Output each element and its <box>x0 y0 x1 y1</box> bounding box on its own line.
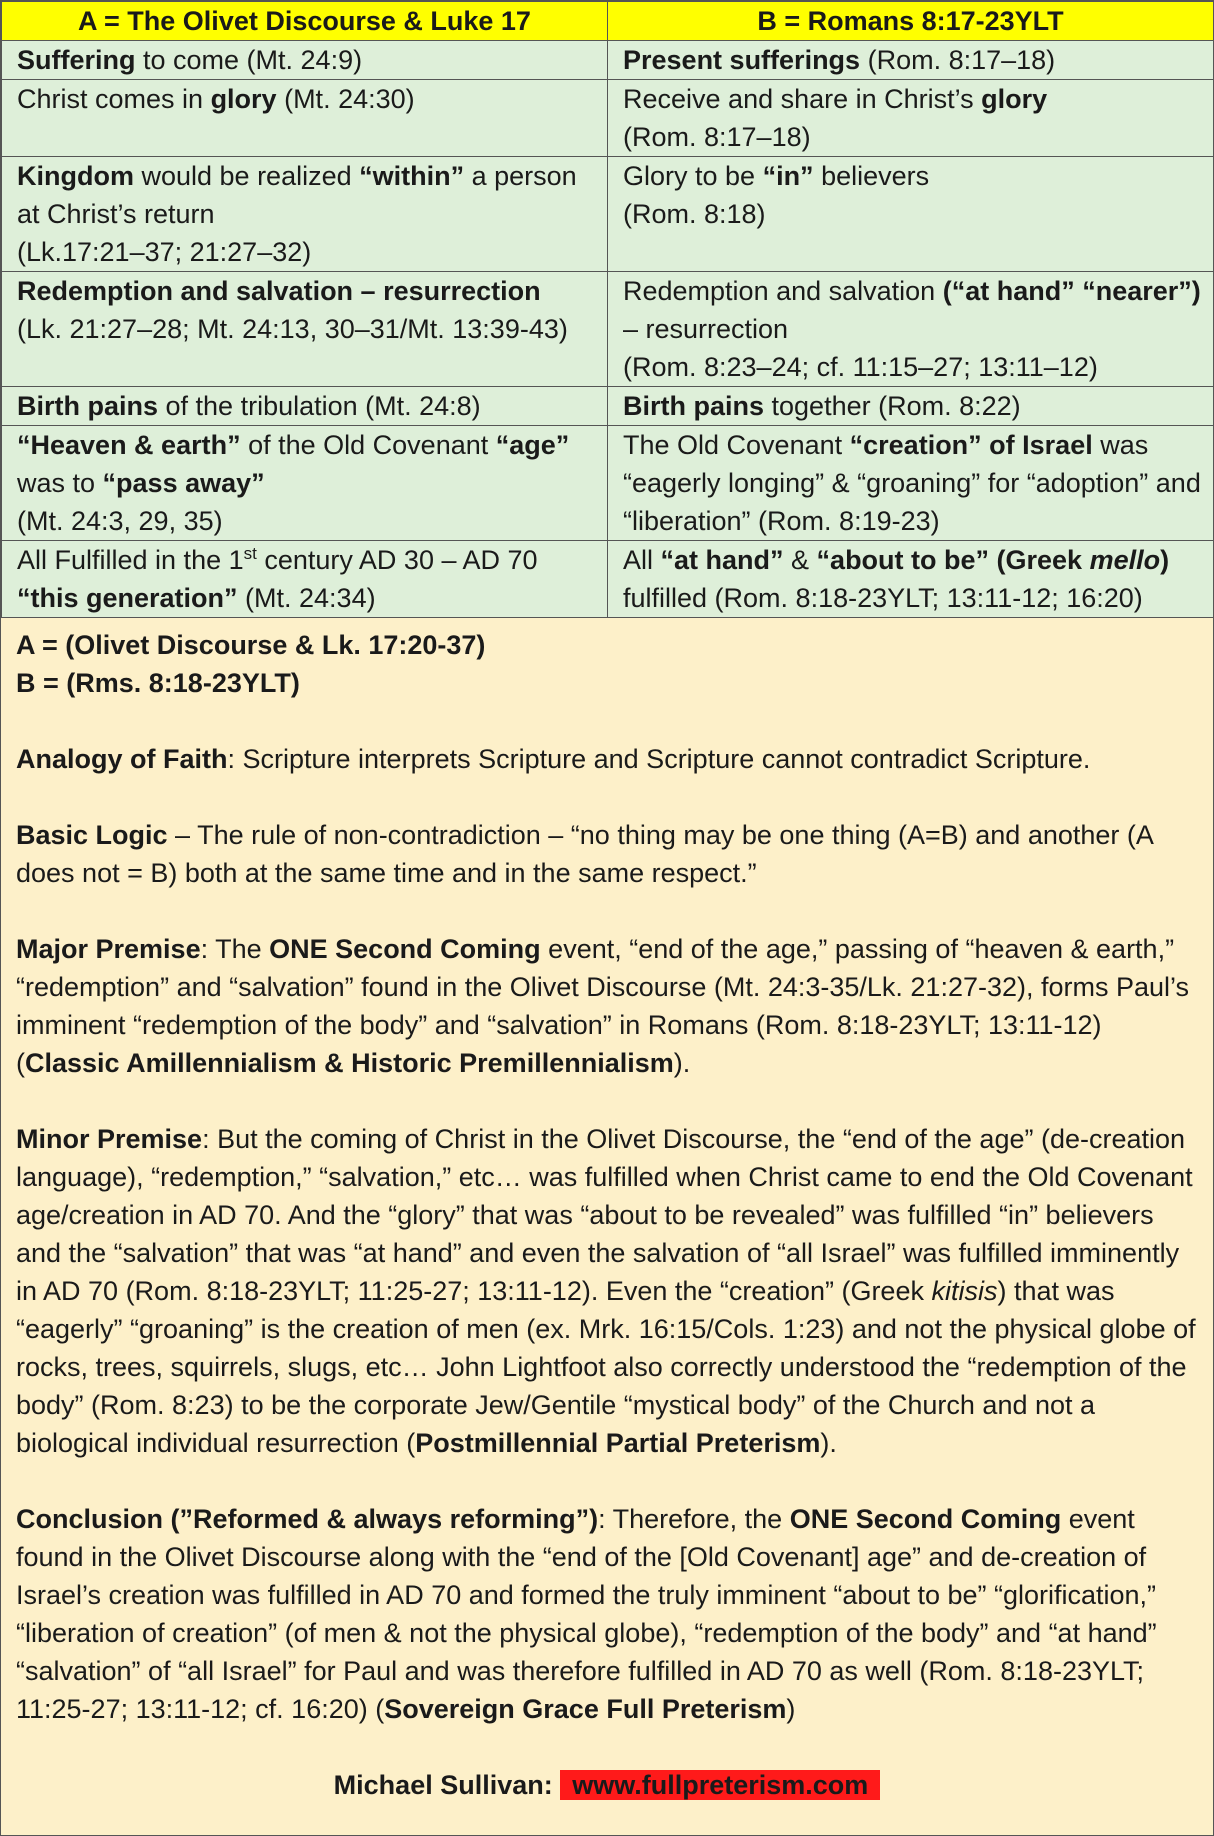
cell-a: Christ comes in glory (Mt. 24:30) <box>2 80 608 157</box>
cell-a: “Heaven & earth” of the Old Covenant “age” was to “pass away” (Mt. 24:3, 29, 35) <box>2 426 608 541</box>
table-row <box>2 80 1214 157</box>
website-link[interactable]: www.fullpreterism.com <box>560 1770 880 1800</box>
major-premise: Major Premise: The ONE Second Coming event, “end of the age,” passing of “heaven & earth,” “redemption” and “salvation” found in the Olivet Discourse (Mt. 24:3-35/Lk. 21:27-32), forms Paul’s imminent “redemption of the body” and “salvation” in Romans (Rom. 8:18-23YLT; 13:11-12) (Classic Amillennialism & Historic Premillennialism). <box>16 934 1190 1078</box>
conclusion: Conclusion (”Reformed & always reforming”): Therefore, the ONE Second Coming event found in the Olivet Discourse along with the “end of the [Old Covenant] age” and de-creation of Israel’s creation was fulfilled in AD 70 and formed the truly imminent “about to be” “glorification,” “liberation of creation” (of men & not the physical globe), “redemption of the body” and “at hand” “salvation” of “all Israel” for Paul and was therefore fulfilled in AD 70 as well (Rom. 8:18-23YLT; 11:25-27; 13:11-12; cf. 16:20) (Sovereign Grace Full Preterism) <box>16 1504 1157 1724</box>
notes-section <box>1 618 1213 1804</box>
basic-logic: Basic Logic – The rule of non-contradiction – “no thing may be one thing (A=B) and another (A does not = B) both at the same time and in the same respect.” <box>16 820 1153 888</box>
header-a: A = The Olivet Discourse & Luke 17 <box>2 2 608 41</box>
author-name: Michael Sullivan: <box>333 1770 561 1800</box>
table-row <box>2 272 1214 387</box>
table-row <box>2 41 1214 80</box>
header-b: B = Romans 8:17-23YLT <box>608 2 1214 41</box>
key-b: B = (Rms. 8:18-23YLT) <box>16 668 300 698</box>
signature <box>16 1766 1198 1804</box>
table-header-row <box>2 2 1214 41</box>
cell-b: Birth pains together (Rom. 8:22) <box>608 387 1214 426</box>
cell-a: Birth pains of the tribulation (Mt. 24:8) <box>2 387 608 426</box>
cell-a: Kingdom would be realized “within” a person at Christ’s return (Lk.17:21–37; 21:27–32) <box>2 157 608 272</box>
cell-b: All “at hand” & “about to be” (Greek mello) fulfilled (Rom. 8:18-23YLT; 13:11-12; 16:20) <box>608 541 1214 618</box>
analogy-of-faith: Analogy of Faith: Scripture interprets Scripture and Scripture cannot contradict Scripture. <box>16 744 1091 774</box>
minor-premise: Minor Premise: But the coming of Christ in the Olivet Discourse, the “end of the age” (de-creation language), “redemption,” “salvation,” etc… was fulfilled when Christ came to end the Old Covenant age/creation in AD 70. And the “glory” that was “about to be revealed” was fulfilled “in” believers and the “salvation” that was “at hand” and even the salvation of “all Israel” was fulfilled imminently in AD 70 (Rom. 8:18-23YLT; 11:25-27; 13:11-12). Even the “creation” (Greek kitisis) that was “eagerly” “groaning” is the creation of men (ex. Mrk. 16:15/Cols. 1:23) and not the physical globe of rocks, trees, squirrels, slugs, etc… John Lightfoot also correctly understood the “redemption of the body” (Rom. 8:23) to be the corporate Jew/Gentile “mystical body” of the Church and not a biological individual resurrection (Postmillennial Partial Preterism). <box>16 1124 1196 1458</box>
table-row <box>2 426 1214 541</box>
cell-a: Suffering to come (Mt. 24:9) <box>2 41 608 80</box>
cell-b: Receive and share in Christ’s glory (Rom. 8:17–18) <box>608 80 1214 157</box>
cell-b: The Old Covenant “creation” of Israel was “eagerly longing” & “groaning” for “adoption” and “liberation” (Rom. 8:19-23) <box>608 426 1214 541</box>
comparison-table <box>1 1 1214 618</box>
table-row <box>2 157 1214 272</box>
cell-b: Redemption and salvation (“at hand” “nearer”) – resurrection (Rom. 8:23–24; cf. 11:15–27; 13:11–12) <box>608 272 1214 387</box>
cell-a: Redemption and salvation – resurrection (Lk. 21:27–28; Mt. 24:13, 30–31/Mt. 13:39-43) <box>2 272 608 387</box>
cell-b: Glory to be “in” believers (Rom. 8:18) <box>608 157 1214 272</box>
cell-b: Present sufferings (Rom. 8:17–18) <box>608 41 1214 80</box>
cell-a: All Fulfilled in the 1st century AD 30 – AD 70 “this generation” (Mt. 24:34) <box>2 541 608 618</box>
key-a: A = (Olivet Discourse & Lk. 17:20-37) <box>16 630 486 660</box>
table-row <box>2 387 1214 426</box>
table-row <box>2 541 1214 618</box>
